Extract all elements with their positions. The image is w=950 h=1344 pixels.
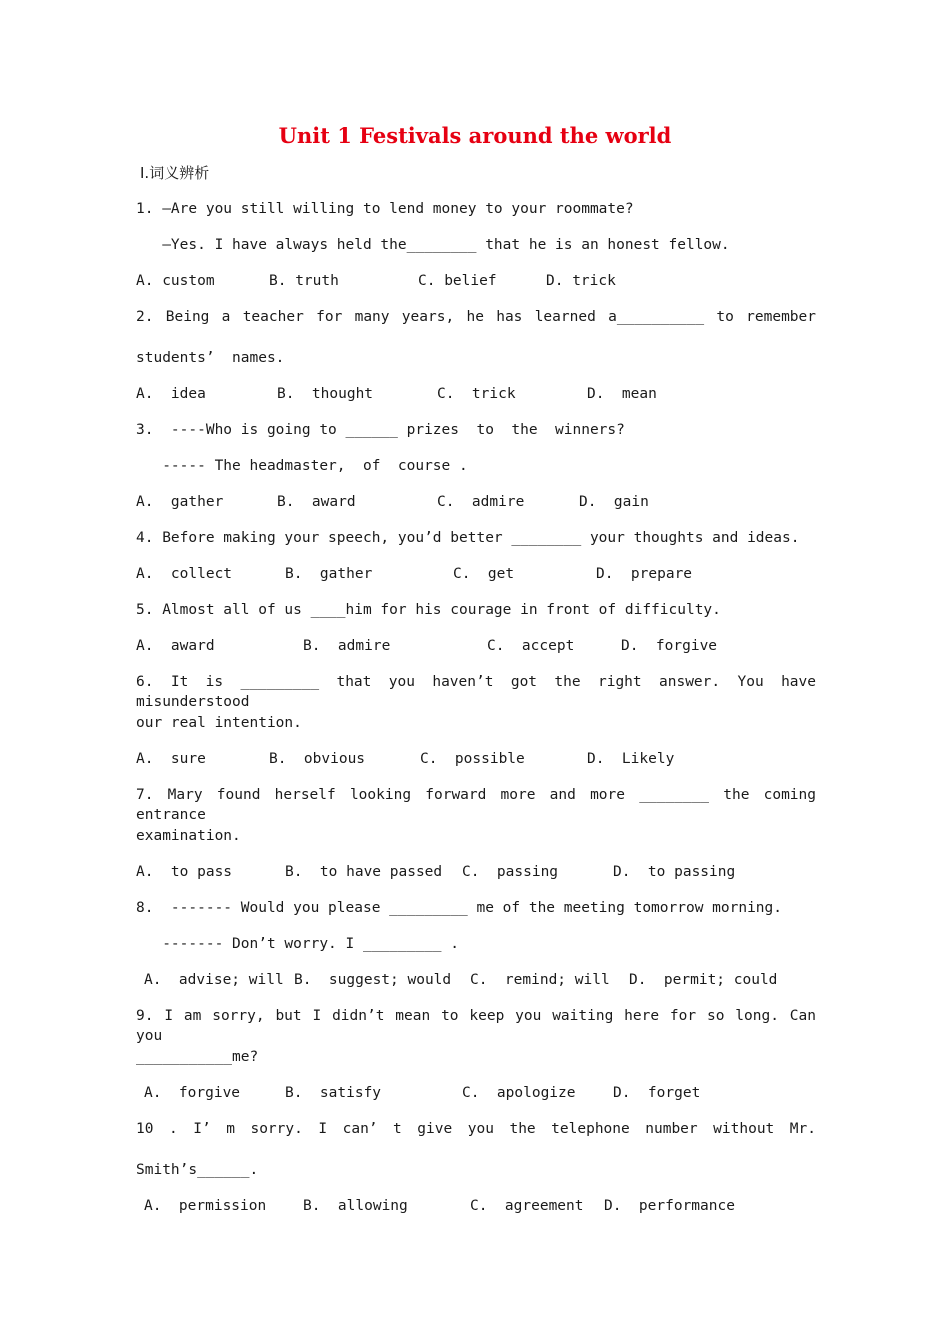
option-a: A. custom [136,273,215,289]
option-b: B. suggest; would [294,972,452,988]
question-line: students’ names. [136,350,285,366]
option-a: A. advise; will [144,972,284,988]
question-line: ----- The headmaster, of course . [136,458,468,474]
option-d: D. Likely [587,751,675,767]
option-d: D. performance [604,1198,735,1214]
option-b: B. thought [277,386,374,402]
option-c: C. remind; will [470,972,610,988]
option-a: A. award [136,638,215,654]
options-row [136,1083,816,1103]
option-c: C. admire [437,494,525,510]
option-d: D. permit; could [629,972,778,988]
page-title: Unit 1 Festivals around the world [278,123,672,148]
option-b: B. admire [303,638,391,654]
option-a: A. to pass [136,864,233,880]
question-line: 1. —Are you still willing to lend money to your roommate? [136,201,634,217]
question-line: —Yes. I have always held the________ that he is an honest fellow. [136,237,730,253]
question-line: 6. It is _________ that you haven’t got the right answer. You have misunderstood [136,674,816,710]
question-line: 3. ----Who is going to ______ prizes to the winners? [136,422,625,438]
options-row [136,492,816,512]
option-a: A. forgive [144,1085,241,1101]
option-c: C. possible [420,751,525,767]
option-d: D. gain [579,494,649,510]
option-c: C. trick [437,386,516,402]
options-row [136,564,816,584]
options-row [136,749,816,769]
option-d: D. trick [546,273,616,289]
option-a: A. collect [136,566,233,582]
option-b: B. allowing [303,1198,408,1214]
options-row [136,384,816,404]
question-line: 5. Almost all of us ____him for his courage in front of difficulty. [136,602,721,618]
options-row [136,970,816,990]
question-line: 8. ------- Would you please _________ me of the meeting tomorrow morning. [136,900,783,916]
option-d: D. to passing [613,864,736,880]
option-c: C. accept [487,638,575,654]
option-c: C. passing [462,864,559,880]
option-b: B. to have passed [285,864,443,880]
question-line: 9. I am sorry, but I didn’t mean to keep you waiting here for so long. Can you [136,1008,816,1044]
options-row [136,636,816,656]
question-line: ------- Don’t worry. I _________ . [136,936,460,952]
option-c: C. apologize [462,1085,576,1101]
option-c: C. belief [418,273,497,289]
option-a: A. permission [144,1198,267,1214]
question-line: Smith’s______. [136,1162,259,1178]
option-b: B. satisfy [285,1085,382,1101]
question-line: 4. Before making your speech, you’d better ________ your thoughts and ideas. [136,530,800,546]
option-a: A. sure [136,751,206,767]
option-a: A. gather [136,494,224,510]
option-d: D. prepare [596,566,693,582]
option-b: B. truth [269,273,339,289]
option-a: A. idea [136,386,206,402]
question-line: ___________me? [136,1049,259,1065]
question-line: examination. [136,828,241,844]
question-line: 10 . I’ m sorry. I can’ t give you the telephone number without Mr. [136,1121,816,1137]
option-d: D. forgive [621,638,718,654]
option-c: C. get [453,566,515,582]
option-b: B. obvious [269,751,366,767]
section-heading: Ⅰ.词义辨析 [140,164,210,182]
options-row [136,271,816,291]
option-d: D. mean [587,386,657,402]
option-b: B. gather [285,566,373,582]
option-d: D. forget [613,1085,701,1101]
option-b: B. award [277,494,356,510]
question-line: our real intention. [136,715,302,731]
option-c: C. agreement [470,1198,584,1214]
question-line: 7. Mary found herself looking forward more and more ________ the coming entrance [136,787,816,823]
options-row [136,862,816,882]
question-line: 2. Being a teacher for many years, he has learned a__________ to remember [136,309,816,325]
options-row [136,1196,816,1216]
